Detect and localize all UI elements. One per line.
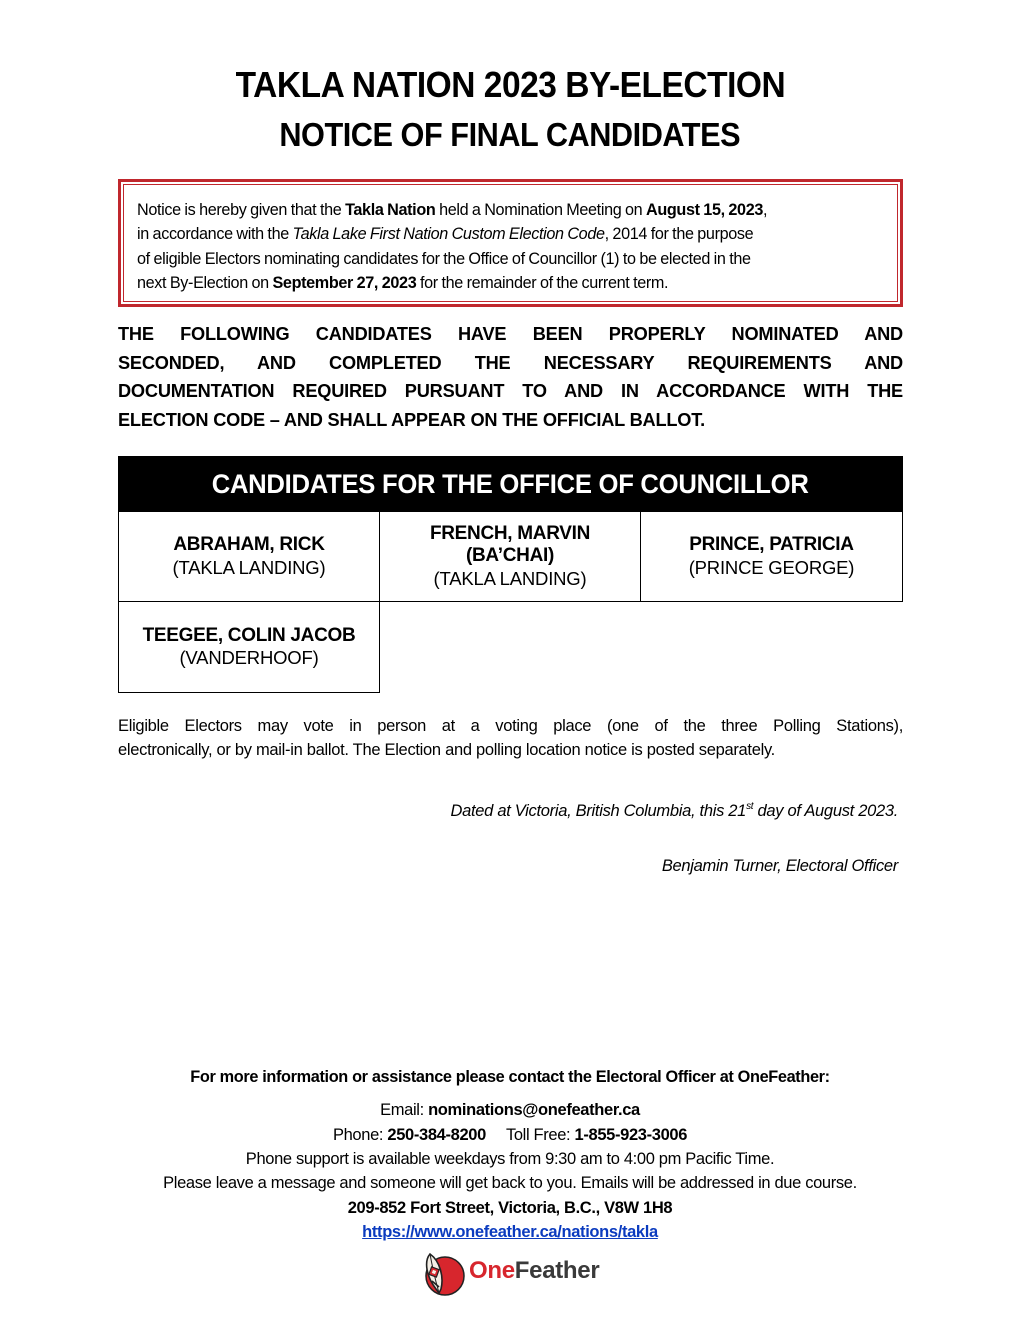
candidates-table [118,456,903,692]
candidate-alias: (BA’CHAI) [465,545,555,567]
candidate-cell [641,512,903,602]
candidates-table-header [118,456,903,512]
candidate-location: (TAKLA LANDING) [433,567,587,589]
dated-ordinal: st [746,801,754,812]
notice-text-part: , [763,201,768,219]
notice-text-part: for the remainder of the current term. [416,273,669,292]
candidate-name: TEEGEE, COLIN JACOB [142,624,356,646]
notice-text [137,198,877,295]
dated-text: day of August 2023. [753,802,898,820]
candidate-name: ABRAHAM, RICK [173,534,325,555]
email-label: Email: [380,1101,429,1119]
signature-line: Benjamin Turner, Electoral Officer [661,857,898,875]
onefeather-logo [418,1248,603,1298]
website-link[interactable]: https://www.onefeather.ca/nations/takla [362,1223,658,1241]
contact-email[interactable]: nominations@onefeather.ca [428,1101,640,1119]
nomination-statement [118,320,903,435]
office-address: 209-852 Fort Street, Victoria, B.C., V8W 1H8 [347,1199,673,1217]
candidates-row [118,512,903,602]
logo-text-one: One [469,1257,515,1284]
tollfree-label: Toll Free: [505,1126,575,1144]
dated-line [451,802,899,821]
candidate-name: FRENCH, MARVIN [429,522,591,544]
contact-email-line [0,1101,1020,1120]
notice-text-part: Notice is hereby given that the [137,201,346,219]
website-line [0,1223,1020,1242]
voting-info-line: Eligible Electors may vote in person at a voting place (one of the three Polling Stations), [118,717,903,735]
candidate-location: (TAKLA LANDING) [172,556,326,578]
voting-info-line: electronically, or by mail-in ballot. The Election and polling location notice is posted separately. [118,741,775,759]
document-subtitle [0,116,1020,154]
notice-box [118,179,903,307]
support-hours: Phone support is available weekdays from 9:30 am to 4:00 pm Pacific Time. [245,1150,775,1168]
document-title [0,64,1020,106]
notice-text-part: held a Nomination Meeting on [435,201,646,219]
notice-text-part: , 2014 for the purpose [604,225,754,244]
nation-name: Takla Nation [345,201,436,219]
notice-text-part: of eligible Electors nominating candidates for the Office of Councillor (1) to be elected in the [137,249,751,268]
statement-line: SECONDED, AND COMPLETED THE NECESSARY REQUIREMENTS AND [118,352,903,373]
contact-heading: For more information or assistance please contact the Electoral Officer at OneFeather: [190,1068,830,1086]
statement-line: ELECTION CODE – AND SHALL APPEAR ON THE OFFICIAL BALLOT. [118,410,705,431]
candidate-name: PRINCE, PATRICIA [689,534,854,555]
candidate-location: (VANDERHOOF) [179,647,319,668]
statement-line: DOCUMENTATION REQUIRED PURSUANT TO AND IN ACCORDANCE WITH THE [118,381,903,402]
phone-label: Phone: [332,1126,388,1144]
notice-text-part: next By-Election on [137,273,273,292]
meeting-date: August 15, 2023 [646,201,764,219]
contact-tollfree: 1-855-923-3006 [574,1126,688,1144]
candidates-heading: CANDIDATES FOR THE OFFICE OF COUNCILLOR [212,469,809,499]
title-line-1: TAKLA NATION 2023 BY-ELECTION [235,64,785,105]
candidate-cell [118,512,380,602]
candidate-cell [380,512,641,602]
logo-wordmark [469,1257,599,1285]
candidates-row [118,602,903,692]
leave-message-note: Please leave a message and someone will get back to you. Emails will be addressed in due course. [163,1174,857,1192]
candidate-cell [118,602,380,693]
statement-line: THE FOLLOWING CANDIDATES HAVE BEEN PROPERLY NOMINATED AND [118,324,903,344]
title-line-2: NOTICE OF FINAL CANDIDATES [279,116,741,153]
dated-text: Dated at Victoria, British Columbia, this 21 [450,802,747,820]
election-code-name: Takla Lake First Nation Custom Election Code [292,225,605,244]
notice-text-part: in accordance with the [137,225,293,244]
feather-circle-logo-icon [420,1251,466,1297]
voting-info [118,714,903,762]
candidate-location: (PRINCE GEORGE) [688,556,855,578]
logo-text-feather: Feather [514,1257,600,1284]
contact-phone-line [0,1126,1020,1145]
election-date: September 27, 2023 [272,273,417,292]
contact-phone: 250-384-8200 [387,1126,486,1144]
